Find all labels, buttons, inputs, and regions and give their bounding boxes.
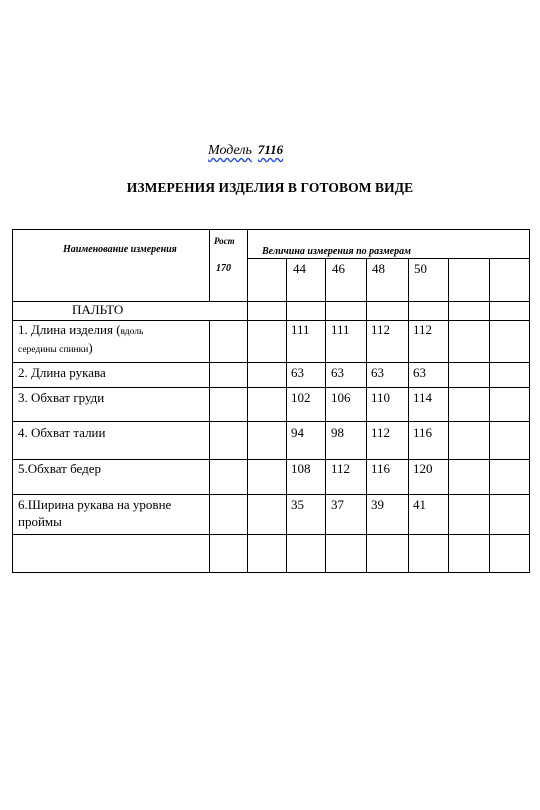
- row-3-size-50: 114: [413, 390, 433, 405]
- row-1-size-50: 112: [413, 322, 433, 337]
- header-height-value: 170: [216, 263, 231, 274]
- row-4-size-46: 98: [331, 425, 344, 440]
- row-2-size-46: 63: [331, 365, 344, 380]
- section-title: ПАЛЬТО: [72, 302, 124, 317]
- model-number: 7116: [257, 142, 284, 157]
- size-48: 48: [372, 261, 385, 276]
- row-1-size-48: 112: [371, 322, 391, 337]
- row-3-label: 3. Обхват груди: [18, 390, 105, 405]
- row-4-label: 4. Обхват талии: [18, 425, 106, 440]
- page-title: ИЗМЕРЕНИЯ ИЗДЕЛИЯ В ГОТОВОМ ВИДЕ: [126, 180, 414, 195]
- row-5-size-44: 108: [291, 461, 311, 476]
- size-46: 46: [332, 261, 345, 276]
- row-4-size-44: 94: [291, 425, 304, 440]
- row-5-size-50: 120: [413, 461, 433, 476]
- row-1-size-46: 111: [331, 322, 350, 337]
- row-1-label: 1. Длина изделия (вдоль: [18, 322, 144, 337]
- row-6-label: 6.Ширина рукава на уровне: [18, 497, 172, 512]
- row-6-size-46: 37: [331, 497, 344, 512]
- header-name-col: Наименование измерения: [63, 244, 177, 255]
- row-2-size-50: 63: [413, 365, 426, 380]
- row-4-size-50: 116: [413, 425, 433, 440]
- row-1-label-line2: середины спинки): [18, 340, 93, 355]
- row-5-label: 5.Обхват бедер: [18, 461, 102, 476]
- row-1-size-44: 111: [291, 322, 310, 337]
- row-2-size-48: 63: [371, 365, 384, 380]
- row-3-size-44: 102: [291, 390, 311, 405]
- row-6-label-line2: проймы: [18, 514, 62, 529]
- size-44: 44: [293, 261, 306, 276]
- row-6-size-48: 39: [371, 497, 384, 512]
- row-5-size-48: 116: [371, 461, 391, 476]
- row-3-size-46: 106: [331, 390, 351, 405]
- row-4-size-48: 112: [371, 425, 391, 440]
- row-2-label: 2. Длина рукава: [18, 365, 106, 380]
- header-sizes-label: Величина измерения по размерам: [262, 246, 411, 257]
- row-5-size-46: 112: [331, 461, 351, 476]
- row-3-size-48: 110: [371, 390, 391, 405]
- row-6-size-50: 41: [413, 497, 426, 512]
- row-6-size-44: 35: [291, 497, 304, 512]
- row-2-size-44: 63: [291, 365, 304, 380]
- size-50: 50: [414, 261, 427, 276]
- header-height-label: Рост: [214, 236, 235, 246]
- model-label: Модель: [208, 143, 252, 158]
